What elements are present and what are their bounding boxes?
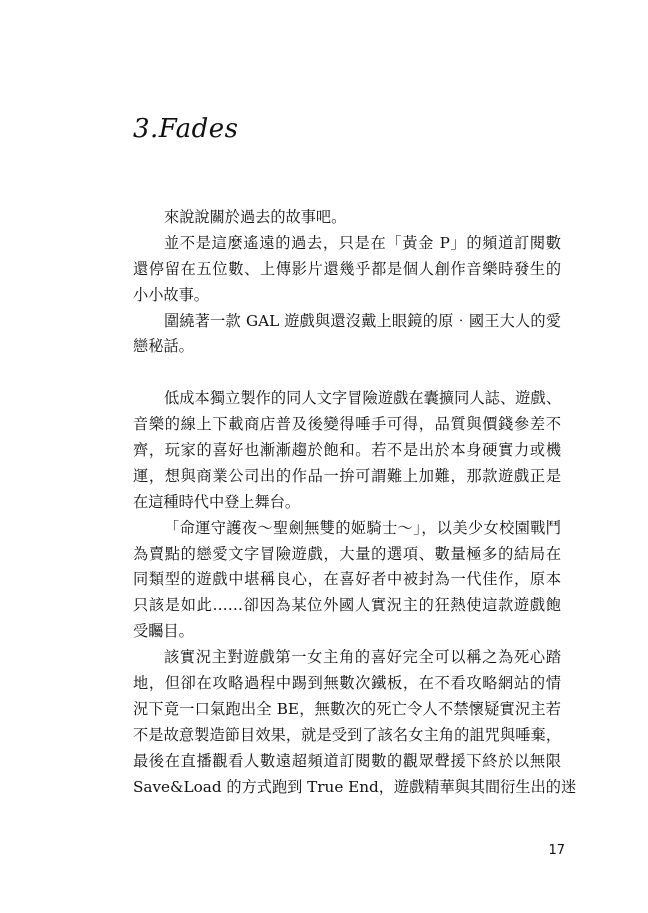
text-line: 齊，玩家的喜好也漸漸趨於飽和。若不是出於本身硬實力或機 [133, 441, 561, 460]
text-line: Save&Load 的方式跑到 True End，遊戲精華與其間衍生出的迷 [133, 777, 577, 796]
text-line: 為賣點的戀愛文字冒險遊戲，大量的選項、數量極多的結局在 [133, 544, 561, 563]
text-line: 並不是這麼遙遠的過去，只是在「黃金 P」的頻道訂閱數 [164, 233, 561, 252]
text-line: 只該是如此……卻因為某位外國人實況主的狂熱使這款遊戲飽 [133, 596, 561, 615]
text-line: 同類型的遊戲中堪稱良心，在喜好者中被封為一代佳作，原本 [133, 570, 561, 589]
text-line: 地，但卻在攻略過程中踢到無數次鐵板，在不看攻略網站的情 [133, 674, 561, 693]
text-line: 來說說關於過去的故事吧。 [164, 208, 347, 226]
text-line: 在這種時代中登上舞台。 [133, 492, 301, 511]
body-text [133, 205, 577, 800]
text-line: 低成本獨立製作的同人文字冒險遊戲在囊擴同人誌、遊戲、 [164, 389, 561, 408]
text-line: 小小故事。 [133, 285, 209, 304]
text-line: 戀秘話。 [133, 337, 194, 356]
text-line: 最後在直播觀看人數遠超頻道訂閱數的觀眾聲援下終於以無限 [133, 751, 561, 770]
text-line: 受矚目。 [133, 622, 194, 641]
text-line: 音樂的線上下載商店普及後變得唾手可得，品質與價錢參差不 [133, 415, 561, 434]
text-line: 運，想與商業公司出的作品一拚可謂難上加難，那款遊戲正是 [133, 466, 561, 485]
page-number: 17 [548, 843, 565, 858]
text-line: 該實況主對遊戲第一女主角的喜好完全可以稱之為死心踏 [164, 648, 561, 667]
text-line: 圍繞著一款 GAL 遊戲與還沒戴上眼鏡的原‧國王大人的愛 [164, 311, 561, 330]
text-line: 況下竟一口氣跑出全 BE，無數次的死亡令人不禁懷疑實況主若 [133, 699, 561, 718]
text-line: 還停留在五位數、上傳影片還幾乎都是個人創作音樂時發生的 [133, 259, 561, 278]
text-line: 「命運守護夜～聖劍無雙的姬騎士～」，以美少女校園戰鬥 [164, 518, 561, 537]
text-line: 不是故意製造節目效果，就是受到了該名女主角的詛咒與唾棄， [133, 725, 561, 744]
blank-line [133, 360, 561, 386]
chapter-title: 3.Fades [133, 114, 239, 144]
